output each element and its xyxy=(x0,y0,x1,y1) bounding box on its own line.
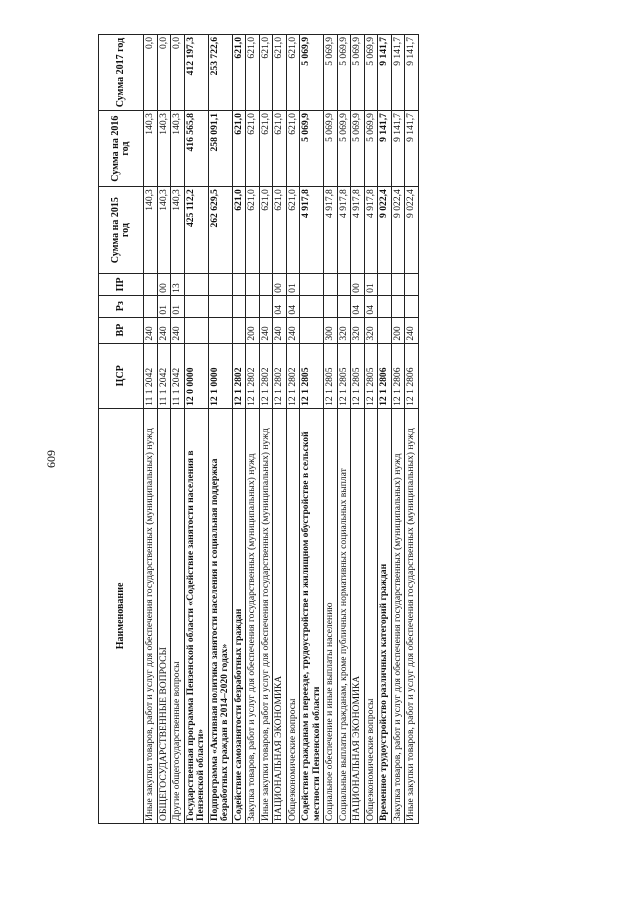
table-row xyxy=(378,35,392,824)
cell-csr: 11 1 2042 xyxy=(157,343,171,408)
cell-name: Закупка товаров, работ и услуг для обеспечения государственных (муниципальных) нужд xyxy=(391,408,405,823)
cell-csr: 11 1 2042 xyxy=(171,343,185,408)
header-csr: ЦСР xyxy=(99,343,144,408)
header-name: Наименование xyxy=(99,408,144,823)
cell-pr xyxy=(259,274,273,296)
cell-csr: 12 1 2802 xyxy=(246,343,260,408)
cell-csr: 12 1 2806 xyxy=(391,343,405,408)
cell-sum-2016: 5 069,9 xyxy=(351,111,365,187)
cell-sum-2017: 412 197,3 xyxy=(184,35,208,111)
cell-sum-2017: 621,0 xyxy=(232,35,246,111)
cell-sum-2016: 9 141,7 xyxy=(378,111,392,187)
cell-name: Иные закупки товаров, работ и услуг для обеспечения государственных (муниципальных) нужд xyxy=(259,408,273,823)
cell-name: Общеэкономические вопросы xyxy=(286,408,300,823)
cell-pr xyxy=(208,274,232,296)
cell-name: Социальное обеспечение и иные выплаты населению xyxy=(324,408,338,823)
cell-csr: 12 0 0000 xyxy=(184,343,208,408)
cell-csr: 12 1 2802 xyxy=(232,343,246,408)
cell-sum-2015: 621,0 xyxy=(273,187,287,274)
cell-vr: 200 xyxy=(391,317,405,343)
cell-vr: 200 xyxy=(246,317,260,343)
cell-sum-2016: 9 141,7 xyxy=(391,111,405,187)
cell-sum-2015: 621,0 xyxy=(232,187,246,274)
cell-sum-2017: 621,0 xyxy=(246,35,260,111)
table-row xyxy=(324,35,338,824)
cell-sum-2015: 262 629,5 xyxy=(208,187,232,274)
cell-name: Закупка товаров, работ и услуг для обеспечения государственных (муниципальных) нужд xyxy=(246,408,260,823)
cell-pr xyxy=(391,274,405,296)
table-row xyxy=(246,35,260,824)
cell-sum-2016: 140,3 xyxy=(171,111,185,187)
cell-sum-2017: 621,0 xyxy=(259,35,273,111)
table-header-row xyxy=(99,35,144,824)
cell-name: Иные закупки товаров, работ и услуг для обеспечения государственных (муниципальных) нужд xyxy=(144,408,158,823)
cell-sum-2015: 140,3 xyxy=(171,187,185,274)
cell-csr: 11 1 2042 xyxy=(144,343,158,408)
cell-sum-2016: 621,0 xyxy=(273,111,287,187)
cell-sum-2017: 5 069,9 xyxy=(351,35,365,111)
cell-vr: 320 xyxy=(364,317,378,343)
cell-sum-2016: 258 091,1 xyxy=(208,111,232,187)
cell-sum-2017: 9 141,7 xyxy=(405,35,419,111)
cell-sum-2017: 0,0 xyxy=(157,35,171,111)
cell-pr: 00 xyxy=(351,274,365,296)
table-row xyxy=(157,35,171,824)
table-row xyxy=(208,35,232,824)
cell-rz xyxy=(337,295,351,317)
cell-csr: 12 1 2805 xyxy=(337,343,351,408)
cell-pr xyxy=(184,274,208,296)
cell-name: Иные закупки товаров, работ и услуг для обеспечения государственных (муниципальных) нужд xyxy=(405,408,419,823)
cell-sum-2017: 0,0 xyxy=(171,35,185,111)
cell-pr xyxy=(405,274,419,296)
cell-sum-2016: 416 565,8 xyxy=(184,111,208,187)
cell-vr: 300 xyxy=(324,317,338,343)
cell-rz: 01 xyxy=(157,295,171,317)
cell-vr: 240 xyxy=(144,317,158,343)
cell-sum-2015: 425 112,2 xyxy=(184,187,208,274)
cell-csr: 12 1 2805 xyxy=(364,343,378,408)
cell-pr: 00 xyxy=(273,274,287,296)
cell-vr xyxy=(208,317,232,343)
cell-vr xyxy=(300,317,324,343)
header-rz: Рз xyxy=(99,295,144,317)
cell-sum-2015: 9 022,4 xyxy=(378,187,392,274)
cell-csr: 12 1 2806 xyxy=(378,343,392,408)
header-sum-2016: Сумма на 2016 год xyxy=(99,111,144,187)
cell-vr: 240 xyxy=(405,317,419,343)
cell-name: Общеэкономические вопросы xyxy=(364,408,378,823)
cell-sum-2017: 5 069,9 xyxy=(337,35,351,111)
cell-csr: 12 1 2802 xyxy=(286,343,300,408)
cell-rz xyxy=(405,295,419,317)
cell-rz: 04 xyxy=(273,295,287,317)
cell-pr xyxy=(246,274,260,296)
cell-sum-2015: 140,3 xyxy=(157,187,171,274)
cell-vr: 240 xyxy=(259,317,273,343)
rotated-page xyxy=(98,34,624,824)
cell-pr xyxy=(232,274,246,296)
cell-sum-2015: 9 022,4 xyxy=(405,187,419,274)
cell-rz xyxy=(391,295,405,317)
cell-rz: 04 xyxy=(286,295,300,317)
cell-sum-2015: 4 917,8 xyxy=(351,187,365,274)
cell-name: Социальные выплаты гражданам, кроме публичных нормативных социальных выплат xyxy=(337,408,351,823)
cell-pr xyxy=(144,274,158,296)
cell-sum-2015: 621,0 xyxy=(259,187,273,274)
cell-sum-2017: 253 722,6 xyxy=(208,35,232,111)
cell-pr: 00 xyxy=(157,274,171,296)
cell-sum-2015: 4 917,8 xyxy=(337,187,351,274)
cell-pr: 13 xyxy=(171,274,185,296)
cell-sum-2015: 4 917,8 xyxy=(324,187,338,274)
cell-csr: 12 1 2805 xyxy=(351,343,365,408)
cell-sum-2016: 140,3 xyxy=(144,111,158,187)
table-row xyxy=(171,35,185,824)
cell-sum-2016: 9 141,7 xyxy=(405,111,419,187)
cell-vr: 240 xyxy=(171,317,185,343)
cell-vr: 240 xyxy=(157,317,171,343)
cell-sum-2015: 621,0 xyxy=(286,187,300,274)
cell-sum-2017: 9 141,7 xyxy=(391,35,405,111)
cell-sum-2015: 621,0 xyxy=(246,187,260,274)
table-row xyxy=(286,35,300,824)
cell-name: Государственная программа Пензенской области «Содействие занятости населения в Пензенской области» xyxy=(184,408,208,823)
cell-vr xyxy=(232,317,246,343)
cell-name: Подпрограмма «Активная политика занятости населения и социальная поддержка безработных граждан в 2014–2020 годах» xyxy=(208,408,232,823)
cell-sum-2016: 5 069,9 xyxy=(324,111,338,187)
cell-rz xyxy=(259,295,273,317)
cell-vr: 240 xyxy=(273,317,287,343)
cell-rz xyxy=(378,295,392,317)
table-row xyxy=(273,35,287,824)
cell-sum-2017: 621,0 xyxy=(286,35,300,111)
cell-rz xyxy=(208,295,232,317)
cell-sum-2016: 621,0 xyxy=(246,111,260,187)
cell-sum-2016: 5 069,9 xyxy=(364,111,378,187)
cell-vr xyxy=(378,317,392,343)
cell-sum-2017: 9 141,7 xyxy=(378,35,392,111)
cell-csr: 12 1 2802 xyxy=(273,343,287,408)
page-number: 609 xyxy=(44,450,58,468)
table-body xyxy=(144,35,419,824)
cell-sum-2015: 4 917,8 xyxy=(364,187,378,274)
table-row xyxy=(300,35,324,824)
cell-sum-2015: 140,3 xyxy=(144,187,158,274)
cell-sum-2017: 5 069,9 xyxy=(324,35,338,111)
table-row xyxy=(351,35,365,824)
cell-sum-2016: 5 069,9 xyxy=(300,111,324,187)
cell-csr: 12 1 2805 xyxy=(324,343,338,408)
header-sum-2015: Сумма на 2015 год xyxy=(99,187,144,274)
table-row xyxy=(337,35,351,824)
cell-sum-2017: 5 069,9 xyxy=(300,35,324,111)
header-pr: ПР xyxy=(99,274,144,296)
cell-rz: 01 xyxy=(171,295,185,317)
cell-sum-2016: 621,0 xyxy=(259,111,273,187)
cell-rz: 04 xyxy=(351,295,365,317)
cell-rz xyxy=(246,295,260,317)
cell-csr: 12 1 2802 xyxy=(259,343,273,408)
cell-sum-2017: 621,0 xyxy=(273,35,287,111)
cell-name: ОБЩЕГОСУДАРСТВЕННЫЕ ВОПРОСЫ xyxy=(157,408,171,823)
header-vr: ВР xyxy=(99,317,144,343)
cell-sum-2017: 0,0 xyxy=(144,35,158,111)
table-row xyxy=(232,35,246,824)
cell-rz xyxy=(184,295,208,317)
cell-name: НАЦИОНАЛЬНАЯ ЭКОНОМИКА xyxy=(351,408,365,823)
cell-pr xyxy=(337,274,351,296)
budget-table xyxy=(98,34,419,824)
cell-vr: 240 xyxy=(286,317,300,343)
cell-rz xyxy=(300,295,324,317)
table-row xyxy=(259,35,273,824)
cell-pr: 01 xyxy=(364,274,378,296)
cell-sum-2015: 9 022,4 xyxy=(391,187,405,274)
cell-sum-2016: 621,0 xyxy=(232,111,246,187)
cell-sum-2015: 4 917,8 xyxy=(300,187,324,274)
cell-sum-2016: 5 069,9 xyxy=(337,111,351,187)
table-row xyxy=(405,35,419,824)
cell-pr: 01 xyxy=(286,274,300,296)
cell-rz xyxy=(324,295,338,317)
header-sum-2017: Сумма 2017 год xyxy=(99,35,144,111)
cell-name: НАЦИОНАЛЬНАЯ ЭКОНОМИКА xyxy=(273,408,287,823)
cell-name: Временное трудоустройство различных категорий граждан xyxy=(378,408,392,823)
cell-csr: 12 1 0000 xyxy=(208,343,232,408)
table-row xyxy=(184,35,208,824)
cell-vr: 320 xyxy=(337,317,351,343)
cell-sum-2017: 5 069,9 xyxy=(364,35,378,111)
table-row xyxy=(364,35,378,824)
cell-name: Другие общегосударственные вопросы xyxy=(171,408,185,823)
cell-sum-2016: 140,3 xyxy=(157,111,171,187)
cell-pr xyxy=(324,274,338,296)
cell-csr: 12 1 2806 xyxy=(405,343,419,408)
cell-vr: 320 xyxy=(351,317,365,343)
cell-name: Содействие самозанятости безработных граждан xyxy=(232,408,246,823)
cell-csr: 12 1 2805 xyxy=(300,343,324,408)
cell-rz: 04 xyxy=(364,295,378,317)
cell-pr xyxy=(378,274,392,296)
cell-pr xyxy=(300,274,324,296)
cell-name: Содействие гражданам в переезде, трудоустройстве и жилищном обустройстве в сельской местности Пензенской области xyxy=(300,408,324,823)
table-row xyxy=(391,35,405,824)
table-row xyxy=(144,35,158,824)
cell-rz xyxy=(232,295,246,317)
cell-vr xyxy=(184,317,208,343)
cell-sum-2016: 621,0 xyxy=(286,111,300,187)
cell-rz xyxy=(144,295,158,317)
